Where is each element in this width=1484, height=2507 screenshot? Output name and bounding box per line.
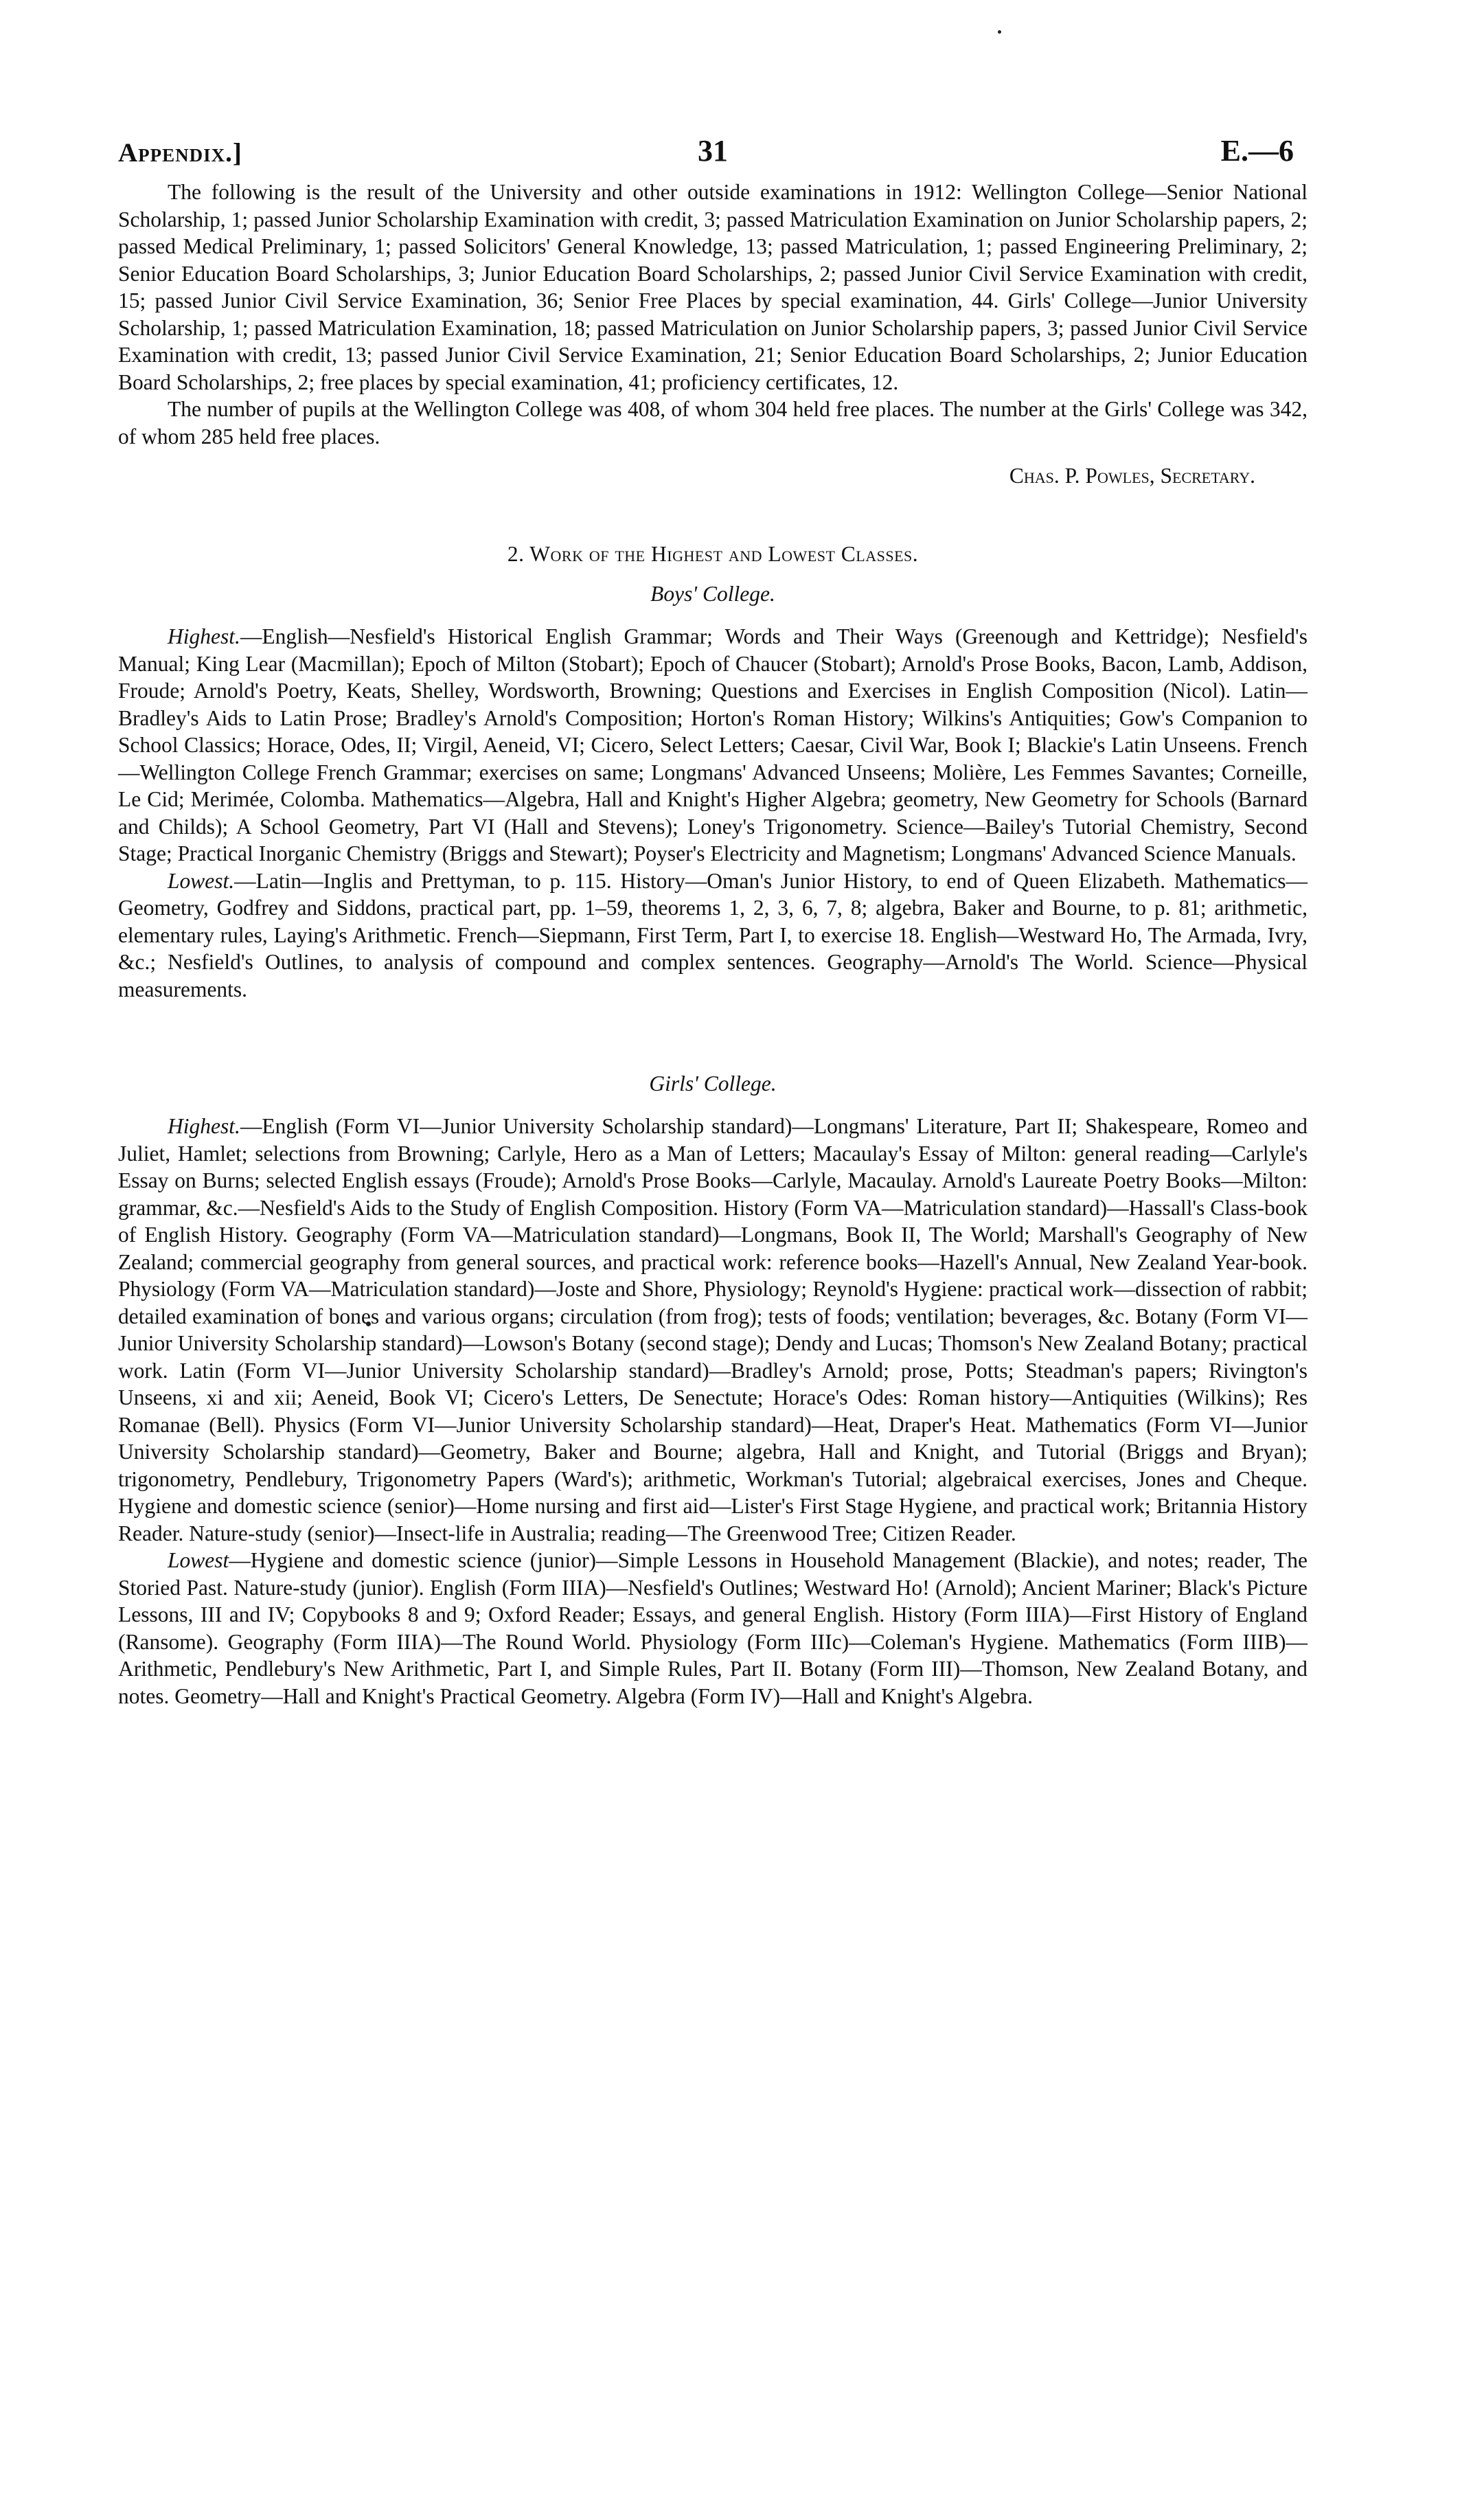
girls-college-heading: Girls' College. bbox=[649, 1071, 777, 1096]
girls-lowest-text: —Hygiene and domestic science (junior)—Simple Lessons in Household Management (Blackie), and notes; reader, The Storied Past. Nature-study (junior). English (Form IIIA)—Nesfield's Outlines; Westward Ho! (Arnold); Ancient Mariner; Black's Picture Lessons, III and IV; Copybooks 8 and 9; Oxford Reader; Essays, and general English. History (Form IIIA)—First History of England (Ransome). Geography (Form IIIA)—The Round World. Physiology (Form IIIc)—Coleman's Hygiene. Mathematics (Form IIIB)—Arithmetic, Pendlebury's New Arithmetic, Part I, and Simple Rules, Part II. Botany (Form III)—Thomson, New Zealand Botany, and notes. Geometry—Hall and Knight's Practical Geometry. Algebra (Form IV)—Hall and Knight's Algebra. bbox=[118, 1548, 1308, 1708]
boys-lowest-paragraph bbox=[118, 867, 1308, 1003]
page-number: 31 bbox=[698, 134, 728, 168]
boys-highest-label: Highest. bbox=[168, 624, 240, 648]
document-code: E.—6 bbox=[1220, 134, 1294, 168]
document-page bbox=[118, 131, 1308, 1710]
girls-highest-paragraph bbox=[118, 1113, 1308, 1547]
speck-mark bbox=[998, 30, 1001, 34]
pupil-numbers-paragraph: The number of pupils at the Wellington College was 408, of whom 304 held free places. The number at the Girls' College was 342, of whom 285 held free places. bbox=[118, 397, 1308, 449]
boys-college-heading: Boys' College. bbox=[650, 582, 775, 606]
secretary-signature: Chas. P. Powles, Secretary. bbox=[1009, 464, 1255, 488]
boys-highest-text: —English—Nesfield's Historical English Grammar; Words and Their Ways (Greenough and Kettridge); Nesfield's Manual; King Lear (Macmillan); Epoch of Milton (Stobart); Epoch of Chaucer (Stobart); Arnold's Prose Books, Bacon, Lamb, Addison, Froude; Arnold's Poetry, Keats, Shelley, Wordsworth, Browning; Questions and Exercises in English Composition (Nicol). Latin—Bradley's Aids to Latin Prose; Bradley's Arnold's Composition; Horton's Roman History; Wilkins's Antiquities; Gow's Companion to School Classics; Horace, Odes, II; Virgil, Aeneid, VI; Cicero, Select Letters; Caesar, Civil War, Book I; Blackie's Latin Unseens. French—Wellington College French Grammar; exercises on same; Longmans' Advanced Unseens; Molière, Les Femmes Savantes; Corneille, Le Cid; Merimée, Colomba. Mathematics—Algebra, Hall and Knight's Higher Algebra; geometry, New Geometry for Schools (Barnard and Childs); A School Geometry, Part VI (Hall and Stevens); Loney's Trigonometry. Science—Bailey's Tutorial Chemistry, Second Stage; Practical Inorganic Chemistry (Briggs and Stewart); Poyser's Electricity and Magnetism; Longmans' Advanced Science Manuals. bbox=[118, 624, 1308, 865]
section-title: 2. Work of the Highest and Lowest Classes. bbox=[507, 542, 919, 566]
girls-highest-label: Highest. bbox=[168, 1114, 240, 1138]
girls-highest-text: —English (Form VI—Junior University Scholarship standard)—Longmans' Literature, Part II; Shakespeare, Romeo and Juliet, Hamlet; selections from Browning; Carlyle, Hero as a Man of Letters; Macaulay's Essay of Milton: general reading—Carlyle's Essay on Burns; selected English essays (Froude); Arnold's Prose Books—Carlyle, Macaulay. Arnold's Laureate Poetry Books—Milton: grammar, &c.—Nesfield's Aids to the Study of English Composition. History (Form VA—Matriculation standard)—Hassall's Class-book of English History. Geography (Form VA—Matriculation standard)—Longmans, Book II, The World; Marshall's Geography of New Zealand; commercial geography from general sources, and practical work: reference books—Hazell's Annual, New Zealand Year-book. Physiology (Form VA—Matriculation standard)—Joste and Shore, Physiology; Reynold's Hygiene: practical work—dissection of rabbit; detailed examination of bones and various organs; circulation (from frog); tests of foods; ventilation; beverages, &c. Botany (Form VI—Junior University Scholarship standard)—Lowson's Botany (second stage); Dendy and Lucas; Thomson's New Zealand Botany; practical work. Latin (Form VI—Junior University Scholarship standard)—Bradley's Arnold; prose, Potts; Steadman's papers; Rivington's Unseens, xi and xii; Aeneid, Book VI; Cicero's Letters, De Senectute; Horace's Odes: Roman history—Antiquities (Wilkins); Res Romanae (Bell). Physics (Form VI—Junior University Scholarship standard)—Heat, Draper's Heat. Mathematics (Form VI—Junior University Scholarship standard)—Geometry, Baker and Bourne; algebra, Hall and Knight, and Tutorial (Briggs and Bryan); trigonometry, Pendlebury, Trigonometry Papers (Ward's); arithmetic, Workman's Tutorial; algebraical exercises, Jones and Cheque. Hygiene and domestic science (senior)—Home nursing and first aid—Lister's First Stage Hygiene, and practical work; Britannia History Reader. Nature-study (senior)—Insect-life in Australia; reading—The Greenwood Tree; Citizen Reader. bbox=[118, 1114, 1308, 1545]
page-header bbox=[118, 131, 1308, 179]
exam-results-paragraph: The following is the result of the University and other outside examinations in 1912: Wellington College—Senior National Scholarship, 1; passed Junior Scholarship Examination with credit, 3; passed Matriculation Examination on Junior Scholarship papers, 2; passed Medical Preliminary, 1; passed Solicitors' General Knowledge, 13; passed Matriculation, 1; passed Engineering Preliminary, 2; Senior Education Board Scholarships, 3; Junior Education Board Scholarships, 2; passed Junior Civil Service Examination with credit, 15; passed Junior Civil Service Examination, 36; Senior Free Places by special examination, 44. Girls' College—Junior University Scholarship, 1; passed Matriculation Examination, 18; passed Matriculation on Junior Scholarship papers, 3; passed Junior Civil Service Examination with credit, 13; passed Junior Civil Service Examination, 21; Senior Education Board Scholarships, 2; Junior Education Board Scholarships, 2; free places by special examination, 41; proficiency certificates, 12. bbox=[118, 180, 1308, 394]
girls-lowest-paragraph bbox=[118, 1547, 1308, 1710]
boys-lowest-label: Lowest. bbox=[168, 868, 235, 893]
boys-highest-paragraph bbox=[118, 623, 1308, 867]
boys-lowest-text: —Latin—Inglis and Prettyman, to p. 115. History—Oman's Junior History, to end of Queen Elizabeth. Mathematics—Geometry, Godfrey and Siddons, practical part, pp. 1–59, theorems 1, 2, 3, 6, 7, 8; algebra, Baker and Bourne, to p. 81; arithmetic, elementary rules, Laying's Arithmetic. French—Siepmann, First Term, Part I, to exercise 18. English—Westward Ho, The Armada, Ivry, &c.; Nesfield's Outlines, to analysis of compound and complex sentences. Geography—Arnold's The World. Science—Physical measurements. bbox=[118, 868, 1308, 1001]
header-appendix: Appendix.] bbox=[118, 138, 242, 168]
girls-lowest-label: Lowest bbox=[168, 1548, 229, 1572]
